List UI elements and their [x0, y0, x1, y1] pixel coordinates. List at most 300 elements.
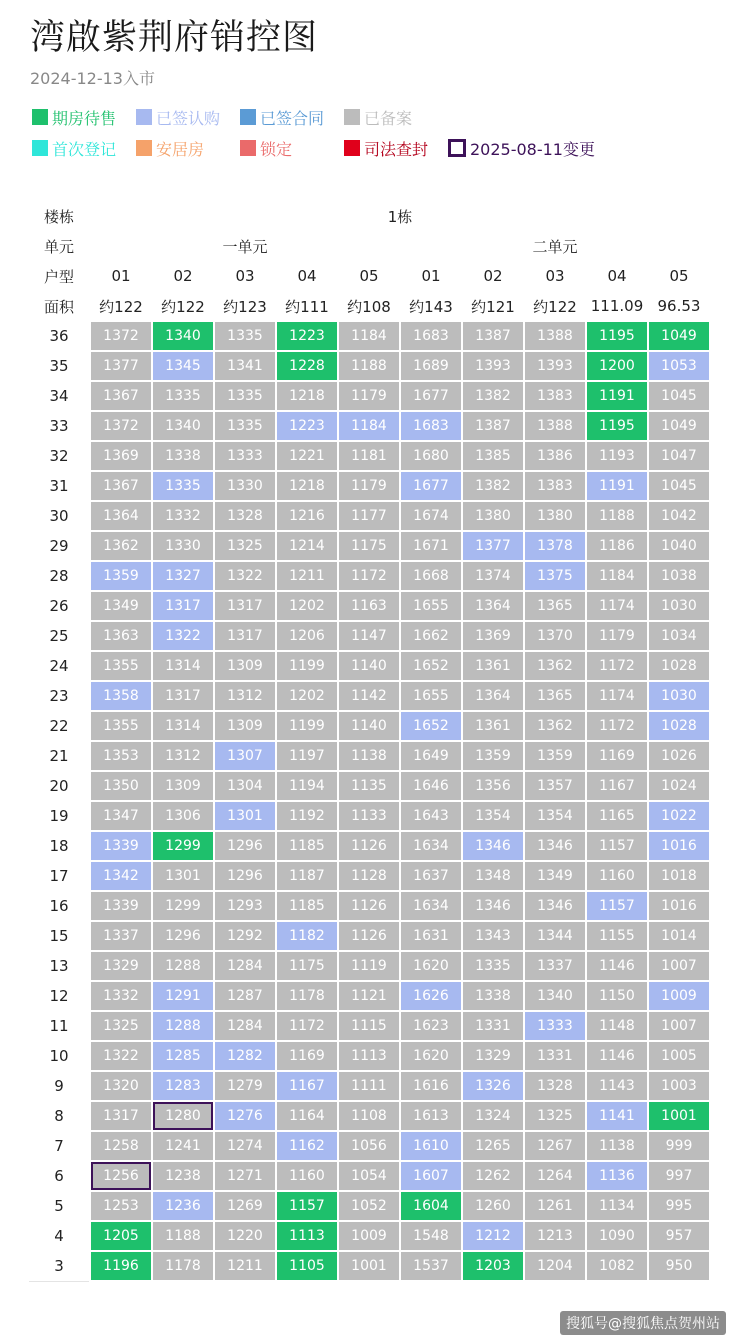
price-cell: 1191 — [586, 381, 648, 411]
legend-swatch — [32, 109, 48, 125]
price-cell: 1206 — [276, 621, 338, 651]
header-label-unit: 单元 — [28, 231, 90, 261]
floor-label: 3 — [28, 1251, 90, 1281]
price-cell: 1028 — [648, 651, 710, 681]
price-cell: 1335 — [462, 951, 524, 981]
unit-type: 04 — [586, 261, 648, 291]
price-cell: 1174 — [586, 591, 648, 621]
legend-item — [344, 136, 448, 160]
legend-swatch — [344, 109, 360, 125]
price-cell: 1340 — [152, 411, 214, 441]
price-cell: 1138 — [338, 741, 400, 771]
price-cell: 1355 — [90, 651, 152, 681]
price-cell: 1317 — [214, 591, 276, 621]
price-cell: 1162 — [276, 1131, 338, 1161]
price-cell: 1140 — [338, 711, 400, 741]
price-cell: 1335 — [214, 411, 276, 441]
price-cell: 1160 — [276, 1161, 338, 1191]
price-cell: 1637 — [400, 861, 462, 891]
price-cell: 1344 — [524, 921, 586, 951]
price-cell: 1042 — [648, 501, 710, 531]
table-row — [28, 711, 710, 741]
price-cell: 1040 — [648, 531, 710, 561]
table-row — [28, 621, 710, 651]
price-cell: 1082 — [586, 1251, 648, 1281]
price-cell: 1359 — [462, 741, 524, 771]
price-cell: 1181 — [338, 441, 400, 471]
legend-swatch — [240, 109, 256, 125]
price-cell: 1652 — [400, 711, 462, 741]
table-row — [28, 891, 710, 921]
price-cell: 1329 — [90, 951, 152, 981]
price-cell: 1194 — [276, 771, 338, 801]
price-cell: 1314 — [152, 711, 214, 741]
table-row — [28, 1041, 710, 1071]
price-cell: 1195 — [586, 411, 648, 441]
price-cell: 1364 — [462, 591, 524, 621]
floor-label: 17 — [28, 861, 90, 891]
price-cell: 1339 — [90, 891, 152, 921]
price-cell: 1548 — [400, 1221, 462, 1251]
table-row — [28, 771, 710, 801]
price-cell: 1683 — [400, 411, 462, 441]
price-cell: 1143 — [586, 1071, 648, 1101]
price-cell: 1024 — [648, 771, 710, 801]
price-cell: 1218 — [276, 471, 338, 501]
table-row — [28, 741, 710, 771]
floor-label: 22 — [28, 711, 90, 741]
price-cell: 1253 — [90, 1191, 152, 1221]
legend-label: 期房待售 — [52, 108, 117, 128]
price-cell: 1387 — [462, 321, 524, 351]
price-cell: 1662 — [400, 621, 462, 651]
price-cell: 1649 — [400, 741, 462, 771]
price-cell: 1284 — [214, 951, 276, 981]
price-cell: 1634 — [400, 891, 462, 921]
legend-swatch — [240, 140, 256, 156]
floor-label: 21 — [28, 741, 90, 771]
legend-label: 锁定 — [260, 139, 293, 159]
sales-control-table — [27, 200, 711, 1282]
price-cell: 1296 — [214, 831, 276, 861]
legend-label: 已备案 — [364, 108, 413, 128]
price-cell: 1309 — [152, 771, 214, 801]
price-cell: 1372 — [90, 411, 152, 441]
price-cell: 1341 — [214, 351, 276, 381]
price-cell: 1175 — [276, 951, 338, 981]
price-cell: 1172 — [338, 561, 400, 591]
price-cell: 1378 — [524, 531, 586, 561]
price-cell: 1607 — [400, 1161, 462, 1191]
table-row — [28, 471, 710, 501]
price-cell: 1680 — [400, 441, 462, 471]
price-cell: 1299 — [152, 831, 214, 861]
price-cell: 1631 — [400, 921, 462, 951]
price-cell: 1001 — [648, 1101, 710, 1131]
price-cell: 1146 — [586, 1041, 648, 1071]
price-cell: 1280 — [152, 1101, 214, 1131]
price-cell: 1304 — [214, 771, 276, 801]
price-cell: 1356 — [462, 771, 524, 801]
price-cell: 1306 — [152, 801, 214, 831]
price-cell: 1276 — [214, 1101, 276, 1131]
price-cell: 1322 — [214, 561, 276, 591]
unit-area: 约122 — [152, 291, 214, 321]
price-cell: 1362 — [90, 531, 152, 561]
price-cell: 1169 — [586, 741, 648, 771]
price-cell: 1377 — [90, 351, 152, 381]
price-cell: 1119 — [338, 951, 400, 981]
header-row-type — [28, 261, 710, 291]
price-cell: 1350 — [90, 771, 152, 801]
price-cell: 1184 — [338, 411, 400, 441]
unit-area: 约122 — [524, 291, 586, 321]
price-cell: 1197 — [276, 741, 338, 771]
price-cell: 1359 — [524, 741, 586, 771]
unit-area: 96.53 — [648, 291, 710, 321]
price-cell: 1324 — [462, 1101, 524, 1131]
price-cell: 1199 — [276, 651, 338, 681]
price-cell: 1353 — [90, 741, 152, 771]
price-cell: 1668 — [400, 561, 462, 591]
price-cell: 1199 — [276, 711, 338, 741]
price-cell: 1045 — [648, 471, 710, 501]
legend-swatch — [136, 140, 152, 156]
price-cell: 1349 — [90, 591, 152, 621]
legend-swatch — [448, 139, 466, 157]
price-cell: 1388 — [524, 411, 586, 441]
price-cell: 1354 — [462, 801, 524, 831]
price-cell: 1203 — [462, 1251, 524, 1281]
table-row — [28, 531, 710, 561]
unit-area: 约111 — [276, 291, 338, 321]
table-row — [28, 501, 710, 531]
price-cell: 1090 — [586, 1221, 648, 1251]
floor-label: 6 — [28, 1161, 90, 1191]
table-row — [28, 921, 710, 951]
price-cell: 1172 — [586, 651, 648, 681]
price-cell: 1683 — [400, 321, 462, 351]
price-cell: 1157 — [276, 1191, 338, 1221]
price-cell: 1179 — [586, 621, 648, 651]
price-cell: 1359 — [90, 561, 152, 591]
price-cell: 1172 — [276, 1011, 338, 1041]
price-cell: 1320 — [90, 1071, 152, 1101]
price-cell: 1269 — [214, 1191, 276, 1221]
floor-label: 24 — [28, 651, 90, 681]
price-cell: 1340 — [152, 321, 214, 351]
price-cell: 1327 — [152, 561, 214, 591]
header-row-area — [28, 291, 710, 321]
price-cell: 1146 — [586, 951, 648, 981]
price-cell: 1160 — [586, 861, 648, 891]
table-row — [28, 381, 710, 411]
unit-area: 约122 — [90, 291, 152, 321]
price-cell: 1369 — [90, 441, 152, 471]
price-cell: 1369 — [462, 621, 524, 651]
price-cell: 1056 — [338, 1131, 400, 1161]
price-cell: 1362 — [524, 651, 586, 681]
price-cell: 1301 — [214, 801, 276, 831]
table-row — [28, 981, 710, 1011]
floor-label: 8 — [28, 1101, 90, 1131]
price-cell: 1205 — [90, 1221, 152, 1251]
price-cell: 1053 — [648, 351, 710, 381]
price-cell: 1330 — [152, 531, 214, 561]
price-cell: 1157 — [586, 831, 648, 861]
price-cell: 1299 — [152, 891, 214, 921]
price-cell: 1343 — [462, 921, 524, 951]
price-cell: 1291 — [152, 981, 214, 1011]
price-cell: 1312 — [214, 681, 276, 711]
price-cell: 1022 — [648, 801, 710, 831]
price-cell: 1382 — [462, 381, 524, 411]
legend-label: 首次登记 — [52, 139, 117, 159]
legend-swatch — [32, 140, 48, 156]
table-row — [28, 561, 710, 591]
price-cell: 1338 — [152, 441, 214, 471]
price-cell: 1333 — [524, 1011, 586, 1041]
price-cell: 1332 — [152, 501, 214, 531]
price-cell: 1385 — [462, 441, 524, 471]
floor-label: 30 — [28, 501, 90, 531]
legend-label: 已签合同 — [260, 108, 325, 128]
price-cell: 1271 — [214, 1161, 276, 1191]
unit-area: 111.09 — [586, 291, 648, 321]
table-row — [28, 1101, 710, 1131]
price-cell: 1331 — [524, 1041, 586, 1071]
price-cell: 1261 — [524, 1191, 586, 1221]
floor-label: 13 — [28, 951, 90, 981]
price-cell: 1339 — [90, 831, 152, 861]
price-cell: 1367 — [90, 471, 152, 501]
price-cell: 1216 — [276, 501, 338, 531]
price-cell: 1049 — [648, 321, 710, 351]
price-cell: 1148 — [586, 1011, 648, 1041]
price-cell: 1179 — [338, 381, 400, 411]
price-cell: 1005 — [648, 1041, 710, 1071]
price-cell: 1264 — [524, 1161, 586, 1191]
price-cell: 1192 — [276, 801, 338, 831]
price-cell: 1121 — [338, 981, 400, 1011]
price-cell: 1331 — [462, 1011, 524, 1041]
price-cell: 1292 — [214, 921, 276, 951]
price-cell: 1128 — [338, 861, 400, 891]
price-cell: 1126 — [338, 921, 400, 951]
price-cell: 1365 — [524, 591, 586, 621]
price-cell: 1364 — [90, 501, 152, 531]
price-cell: 1172 — [586, 711, 648, 741]
price-cell: 1133 — [338, 801, 400, 831]
price-cell: 1167 — [586, 771, 648, 801]
table-row — [28, 681, 710, 711]
price-cell: 1325 — [214, 531, 276, 561]
legend-label: 已签认购 — [156, 108, 221, 128]
price-cell: 1375 — [524, 561, 586, 591]
price-cell: 1147 — [338, 621, 400, 651]
price-cell: 1184 — [338, 321, 400, 351]
price-cell: 1372 — [90, 321, 152, 351]
price-cell: 1274 — [214, 1131, 276, 1161]
floor-label: 16 — [28, 891, 90, 921]
floor-label: 19 — [28, 801, 90, 831]
price-cell: 1328 — [524, 1071, 586, 1101]
price-cell: 1202 — [276, 681, 338, 711]
price-cell: 1191 — [586, 471, 648, 501]
price-cell: 1284 — [214, 1011, 276, 1041]
unit-type: 02 — [152, 261, 214, 291]
price-cell: 1009 — [648, 981, 710, 1011]
price-cell: 1260 — [462, 1191, 524, 1221]
price-cell: 1380 — [462, 501, 524, 531]
price-cell: 1193 — [586, 441, 648, 471]
floor-label: 20 — [28, 771, 90, 801]
table-row — [28, 411, 710, 441]
price-cell: 1136 — [586, 1161, 648, 1191]
price-cell: 1174 — [586, 681, 648, 711]
price-cell: 1165 — [586, 801, 648, 831]
price-cell: 1349 — [524, 861, 586, 891]
table-row — [28, 951, 710, 981]
price-cell: 1346 — [524, 831, 586, 861]
floor-label: 5 — [28, 1191, 90, 1221]
floor-label: 7 — [28, 1131, 90, 1161]
table-row — [28, 831, 710, 861]
unit-1-name: 一单元 — [90, 231, 400, 261]
price-cell: 1317 — [90, 1101, 152, 1131]
header-label-building: 楼栋 — [28, 201, 90, 231]
price-cell: 1677 — [400, 381, 462, 411]
legend-item — [136, 105, 240, 129]
price-cell: 1309 — [214, 651, 276, 681]
price-cell: 1367 — [90, 381, 152, 411]
header-label-type: 户型 — [28, 261, 90, 291]
price-cell: 1187 — [276, 861, 338, 891]
floor-label: 9 — [28, 1071, 90, 1101]
price-cell: 1265 — [462, 1131, 524, 1161]
legend-label: 2025-08-11变更 — [470, 139, 595, 159]
price-cell: 1335 — [214, 381, 276, 411]
price-cell: 1282 — [214, 1041, 276, 1071]
price-cell: 1616 — [400, 1071, 462, 1101]
unit-area: 约123 — [214, 291, 276, 321]
price-cell: 1382 — [462, 471, 524, 501]
price-cell: 1342 — [90, 861, 152, 891]
price-cell: 1211 — [214, 1251, 276, 1281]
floor-label: 11 — [28, 1011, 90, 1041]
price-cell: 1134 — [586, 1191, 648, 1221]
price-cell: 1362 — [524, 711, 586, 741]
price-cell: 1345 — [152, 351, 214, 381]
price-cell: 1309 — [214, 711, 276, 741]
price-cell: 1141 — [586, 1101, 648, 1131]
price-cell: 1223 — [276, 321, 338, 351]
price-cell: 1221 — [276, 441, 338, 471]
price-cell: 1335 — [214, 321, 276, 351]
price-cell: 1028 — [648, 711, 710, 741]
price-cell: 1312 — [152, 741, 214, 771]
price-cell: 1387 — [462, 411, 524, 441]
price-cell: 1652 — [400, 651, 462, 681]
price-cell: 1258 — [90, 1131, 152, 1161]
price-cell: 1030 — [648, 681, 710, 711]
price-cell: 1182 — [276, 921, 338, 951]
floor-label: 35 — [28, 351, 90, 381]
floor-label: 31 — [28, 471, 90, 501]
price-cell: 1177 — [338, 501, 400, 531]
price-cell: 1030 — [648, 591, 710, 621]
price-cell: 1393 — [462, 351, 524, 381]
price-cell: 1140 — [338, 651, 400, 681]
price-cell: 1155 — [586, 921, 648, 951]
price-cell: 1346 — [524, 891, 586, 921]
legend-item — [240, 105, 344, 129]
price-cell: 1317 — [152, 681, 214, 711]
table-row — [28, 1011, 710, 1041]
price-cell: 1674 — [400, 501, 462, 531]
legend-swatch — [136, 109, 152, 125]
price-cell: 1179 — [338, 471, 400, 501]
price-cell: 1634 — [400, 831, 462, 861]
unit-type: 05 — [338, 261, 400, 291]
floor-label: 32 — [28, 441, 90, 471]
legend-label: 安居房 — [156, 139, 205, 159]
price-cell: 1326 — [462, 1071, 524, 1101]
price-cell: 1626 — [400, 981, 462, 1011]
floor-label: 15 — [28, 921, 90, 951]
legend-item — [344, 105, 448, 129]
price-cell: 1337 — [90, 921, 152, 951]
legend-row — [32, 136, 732, 160]
legend-label: 司法查封 — [364, 139, 429, 159]
price-cell: 1361 — [462, 711, 524, 741]
price-cell: 1332 — [90, 981, 152, 1011]
header-label-area: 面积 — [28, 291, 90, 321]
price-cell: 1643 — [400, 801, 462, 831]
price-cell: 1293 — [214, 891, 276, 921]
table-row — [28, 1161, 710, 1191]
watermark: 搜狐号@搜狐焦点贺州站 — [560, 1311, 726, 1335]
price-cell: 1169 — [276, 1041, 338, 1071]
price-cell: 1142 — [338, 681, 400, 711]
price-cell: 1105 — [276, 1251, 338, 1281]
floor-label: 36 — [28, 321, 90, 351]
price-cell: 1329 — [462, 1041, 524, 1071]
price-cell: 1111 — [338, 1071, 400, 1101]
price-cell: 1236 — [152, 1191, 214, 1221]
price-cell: 1348 — [462, 861, 524, 891]
table-row — [28, 801, 710, 831]
price-cell: 1054 — [338, 1161, 400, 1191]
price-cell: 1383 — [524, 381, 586, 411]
price-cell: 1009 — [338, 1221, 400, 1251]
page-title: 湾啟紫荆府销控图 — [30, 18, 319, 58]
price-cell: 1178 — [276, 981, 338, 1011]
table-row — [28, 591, 710, 621]
floor-label: 29 — [28, 531, 90, 561]
price-cell: 1185 — [276, 891, 338, 921]
price-cell: 1034 — [648, 621, 710, 651]
price-cell: 1296 — [214, 861, 276, 891]
price-cell: 1052 — [338, 1191, 400, 1221]
price-cell: 1047 — [648, 441, 710, 471]
price-cell: 1202 — [276, 591, 338, 621]
price-cell: 1016 — [648, 831, 710, 861]
price-cell: 1361 — [462, 651, 524, 681]
price-cell: 1347 — [90, 801, 152, 831]
floor-label: 33 — [28, 411, 90, 441]
unit-type: 04 — [276, 261, 338, 291]
